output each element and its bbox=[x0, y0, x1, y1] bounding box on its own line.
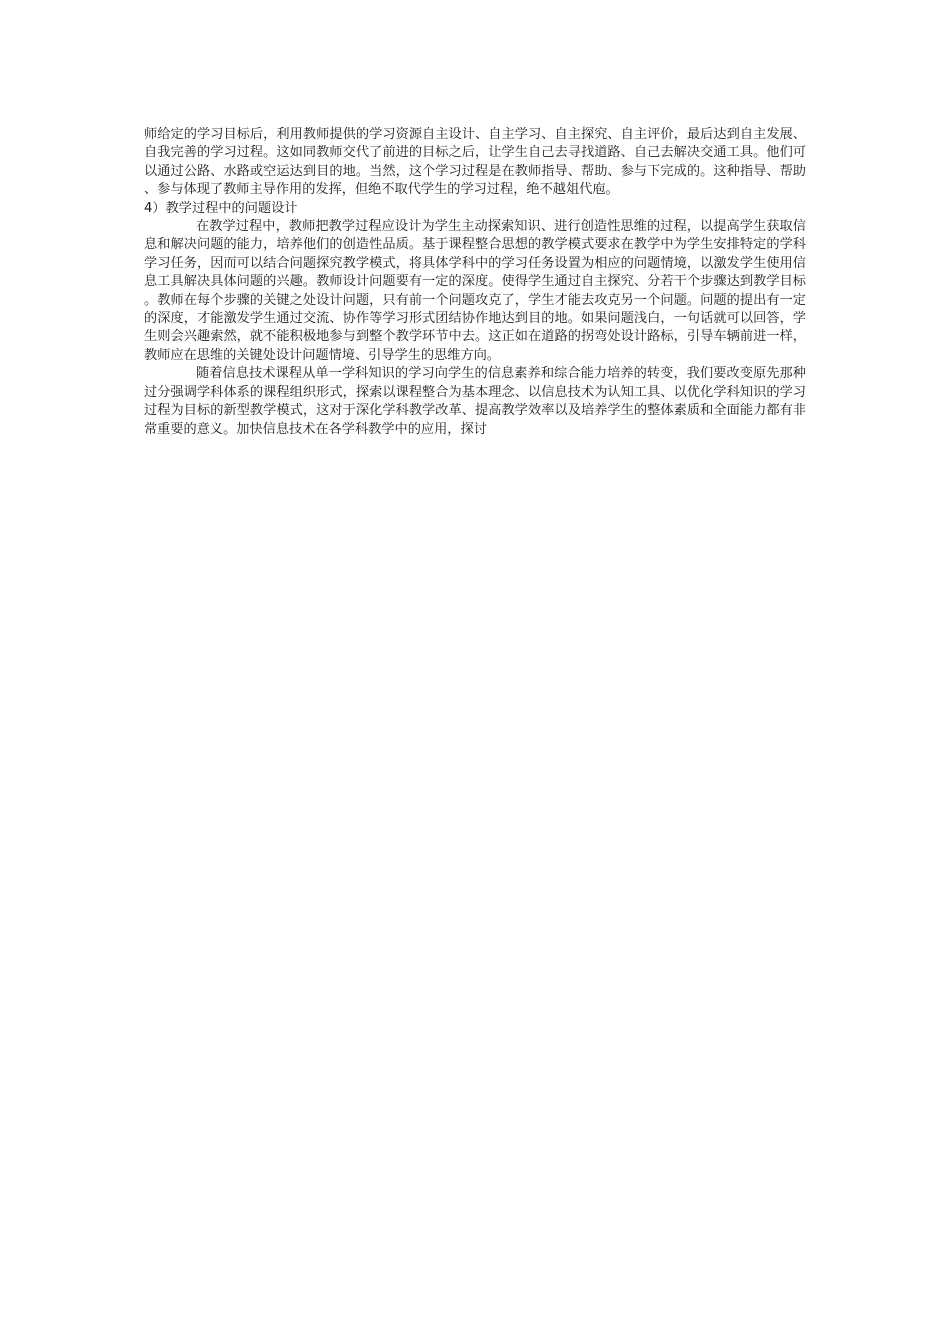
section-heading: 4）教学过程中的问题设计 bbox=[144, 200, 298, 216]
paragraph-curriculum-integration: 随着信息技术课程从单一学科知识的学习向学生的信息素养和综合能力培养的转变，我们要改变原先那种过分强调学科体系的课程组织形式，探索以课程整合为基本理念、以信息技术为认知工具、以优化学科知识的学习过程为目标的新型教学模式，这对于深化学科教学改革、提高教学效率以及培养学生的整体素质和全面能力都有非常重要的意义。加快信息技术在各学科教学中的应用，探讨 bbox=[144, 366, 806, 437]
document-body bbox=[144, 126, 806, 439]
paragraph-continuation: 师给定的学习目标后，利用教师提供的学习资源自主设计、自主学习、自主探究、自主评价，最后达到自主发展、自我完善的学习过程。这如同教师交代了前进的目标之后，让学生自己去寻找道路、自己去解决交通工具。他们可以通过公路、水路或空运达到目的地。当然，这个学习过程是在教师指导、帮助、参与下完成的。这种指导、帮助、参与体现了教师主导作用的发挥，但绝不取代学生的学习过程，绝不越俎代庖。 bbox=[144, 127, 806, 198]
paragraph-problem-design: 在教学过程中，教师把教学过程应设计为学生主动探索知识、进行创造性思维的过程，以提高学生获取信息和解决问题的能力，培养他们的创造性品质。基于课程整合思想的教学模式要求在教学中为学生安排特定的学科学习任务，因而可以结合问题探究教学模式，将具体学科中的学习任务设置为相应的问题情境，以激发学生使用信息工具解决具体问题的兴趣。教师设计问题要有一定的深度。使得学生通过自主探究、分若干个步骤达到教学目标。教师在每个步骤的关键之处设计问题，只有前一个问题攻克了，学生才能去攻克另一个问题。问题的提出有一定的深度，才能激发学生通过交流、协作等学习形式团结协作地达到目的地。如果问题浅白，一句话就可以回答，学生则会兴趣索然，就不能积极地参与到整个教学环节中去。这正如在道路的拐弯处设计路标，引导车辆前进一样，教师应在思维的关键处设计问题情境、引导学生的思维方向。 bbox=[144, 219, 806, 363]
